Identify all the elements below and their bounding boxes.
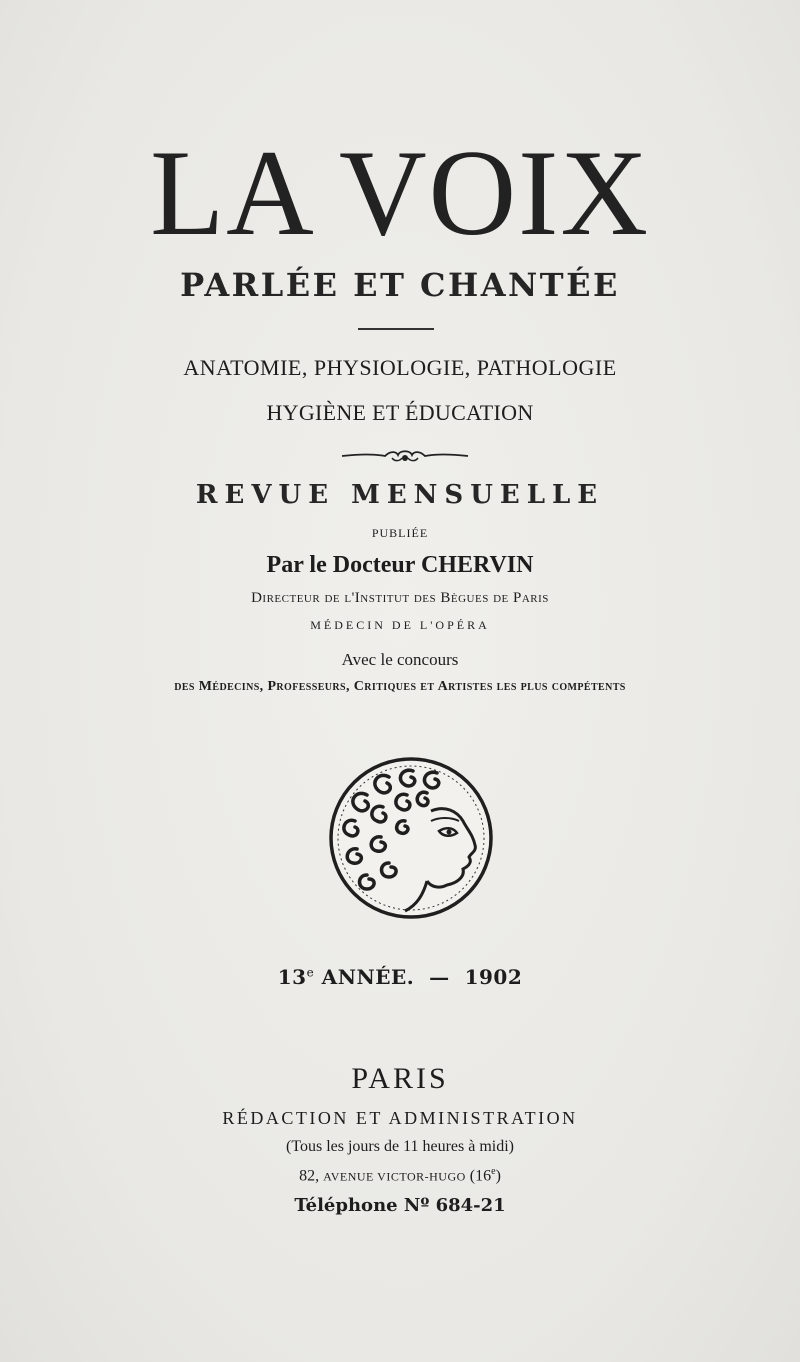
annee-number: 13: [277, 965, 307, 989]
address-line: [0, 1166, 800, 1185]
ornament-divider-icon: [340, 446, 470, 466]
redaction-line: RÉDACTION ET ADMINISTRATION: [222, 1108, 578, 1128]
address-arr: (16: [465, 1167, 492, 1185]
telephone-line: Téléphone Nº 684-21: [294, 1195, 506, 1216]
journal-subtitle: PARLÉE ET CHANTÉE: [180, 266, 620, 304]
hours-line: (Tous les jours de 11 heures à midi): [285, 1138, 514, 1155]
avec-line: Avec le concours: [341, 650, 459, 669]
address-number: 82,: [299, 1167, 324, 1185]
medecin-line: MÉDECIN DE L'OPÉRA: [310, 618, 490, 632]
city-heading: PARIS: [351, 1062, 449, 1095]
publiee-label: PUBLIÉE: [371, 526, 429, 540]
revue-mensuelle: REVUE MENSUELLE: [195, 480, 605, 510]
topics-line-1: ANATOMIE, PHYSIOLOGIE, PATHOLOGIE: [183, 355, 617, 380]
concours-line: des Médecins, Professeurs, Critiques et Artistes les plus compétents: [174, 679, 626, 694]
address-arr-suffix: e: [491, 1166, 496, 1177]
divider-rule: [358, 328, 434, 330]
journal-title: LA VOIX: [150, 124, 650, 261]
annee-line: [0, 965, 800, 989]
address-street: AVENUE VICTOR-HUGO: [323, 1169, 466, 1184]
annee-rest: ANNÉE. — 1902: [314, 965, 523, 989]
editor-line: Par le Docteur CHERVIN: [266, 552, 534, 578]
directeur-line: Directeur de l'Institut des Bègues de Paris: [251, 590, 549, 606]
address-close: ): [495, 1167, 501, 1185]
coin-head-icon: [327, 755, 499, 923]
topics-line-2: HYGIÈNE ET ÉDUCATION: [266, 400, 534, 425]
annee-suffix: e: [306, 965, 315, 980]
